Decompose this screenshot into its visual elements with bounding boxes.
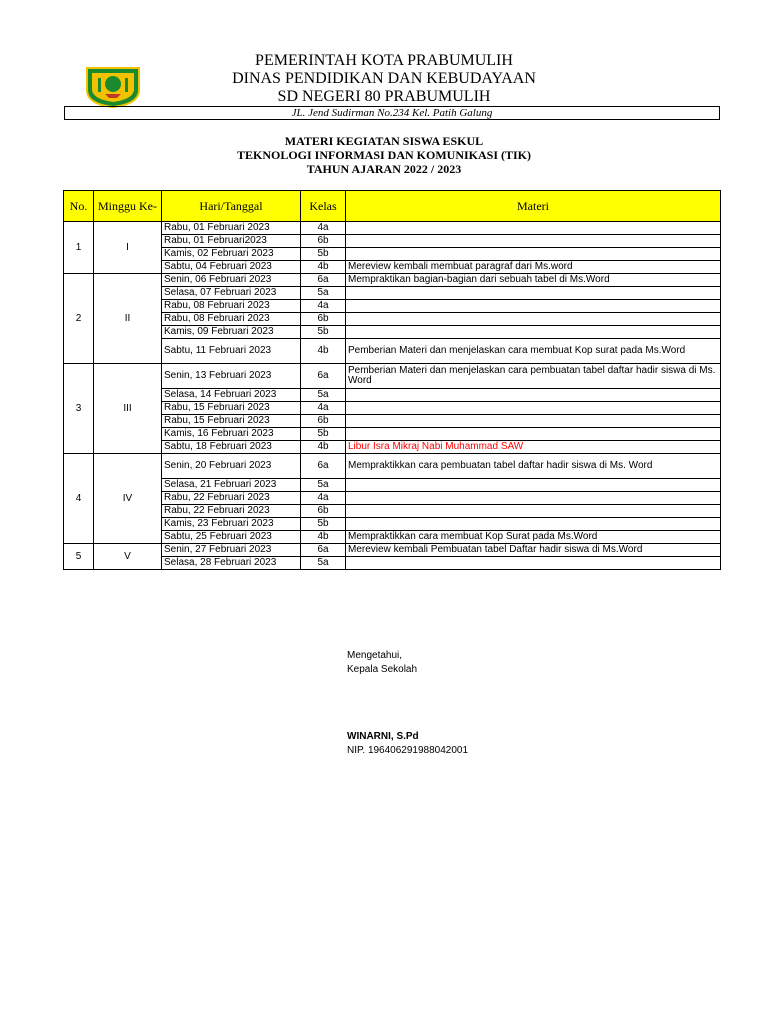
academic-year: TAHUN AJARAN 2022 / 2023 [306, 162, 462, 176]
class-cell: 4a [301, 222, 346, 235]
week-number: II [94, 274, 162, 364]
table-row [64, 326, 721, 339]
date-cell: Rabu, 15 Februari 2023 [162, 415, 301, 428]
header-week: Minggu Ke- [94, 191, 162, 222]
table-row [64, 313, 721, 326]
class-cell: 6b [301, 505, 346, 518]
date-cell: Kamis, 02 Februari 2023 [162, 248, 301, 261]
row-number: 1 [64, 222, 94, 274]
class-cell: 4a [301, 300, 346, 313]
principal-title: Kepala Sekolah [347, 664, 418, 675]
material-cell [346, 287, 721, 300]
material-cell: Mempraktikkan cara membuat Kop Surat pada Ms.Word [346, 531, 721, 544]
table-row [64, 389, 721, 402]
date-cell: Senin, 13 Februari 2023 [162, 364, 301, 389]
date-cell: Sabtu, 18 Februari 2023 [162, 441, 301, 454]
row-number: 3 [64, 364, 94, 454]
material-cell [346, 415, 721, 428]
row-number: 2 [64, 274, 94, 364]
table-row [64, 557, 721, 570]
class-cell: 6b [301, 235, 346, 248]
material-cell [346, 505, 721, 518]
date-cell: Kamis, 09 Februari 2023 [162, 326, 301, 339]
table-row [64, 300, 721, 313]
material-cell [346, 402, 721, 415]
class-cell: 5b [301, 428, 346, 441]
schedule-table [63, 190, 721, 570]
class-cell: 6a [301, 364, 346, 389]
table-row [64, 415, 721, 428]
class-cell: 4a [301, 402, 346, 415]
header-material: Materi [346, 191, 721, 222]
table-row [64, 428, 721, 441]
date-cell: Rabu, 22 Februari 2023 [162, 492, 301, 505]
material-cell [346, 389, 721, 402]
date-cell: Selasa, 21 Februari 2023 [162, 479, 301, 492]
class-cell: 5b [301, 326, 346, 339]
class-cell: 6b [301, 313, 346, 326]
table-row [64, 339, 721, 364]
material-cell: Mempraktikkan cara pembuatan tabel daftar hadir siswa di Ms. Word [346, 454, 721, 479]
class-cell: 5b [301, 248, 346, 261]
date-cell: Kamis, 16 Februari 2023 [162, 428, 301, 441]
table-row [64, 222, 721, 235]
row-number: 4 [64, 454, 94, 544]
date-cell: Selasa, 07 Februari 2023 [162, 287, 301, 300]
principal-nip: NIP. 196406291988042001 [347, 745, 469, 756]
class-cell: 5a [301, 557, 346, 570]
class-cell: 4b [301, 441, 346, 454]
table-row [64, 235, 721, 248]
date-cell: Sabtu, 04 Februari 2023 [162, 261, 301, 274]
date-cell: Rabu, 08 Februari 2023 [162, 300, 301, 313]
class-cell: 4b [301, 339, 346, 364]
date-cell: Rabu, 08 Februari 2023 [162, 313, 301, 326]
header-class: Kelas [301, 191, 346, 222]
material-cell [346, 248, 721, 261]
material-cell [346, 300, 721, 313]
date-cell: Selasa, 14 Februari 2023 [162, 389, 301, 402]
week-group [64, 364, 721, 454]
week-number: III [94, 364, 162, 454]
material-cell [346, 313, 721, 326]
table-row [64, 492, 721, 505]
week-group [64, 544, 721, 570]
class-cell: 5a [301, 389, 346, 402]
week-number: IV [94, 454, 162, 544]
class-cell: 4a [301, 492, 346, 505]
material-cell: Mereview kembali Pembuatan tabel Daftar hadir siswa di Ms.Word [346, 544, 721, 557]
table-row [64, 402, 721, 415]
date-cell: Rabu, 01 Februari2023 [162, 235, 301, 248]
material-cell: Mereview kembali membuat paragraf dari Ms.word [346, 261, 721, 274]
table-row [64, 505, 721, 518]
table-header-row [64, 191, 721, 222]
date-cell: Sabtu, 11 Februari 2023 [162, 339, 301, 364]
table-row [64, 479, 721, 492]
acknowledged-label: Mengetahui, [347, 650, 403, 661]
date-cell: Sabtu, 25 Februari 2023 [162, 531, 301, 544]
row-number: 5 [64, 544, 94, 570]
week-group [64, 454, 721, 544]
class-cell: 4b [301, 261, 346, 274]
government-name: PEMERINTAH KOTA PRABUMULIH [255, 52, 513, 69]
table-row [64, 441, 721, 454]
date-cell: Rabu, 01 Februari 2023 [162, 222, 301, 235]
material-cell [346, 428, 721, 441]
material-cell [346, 492, 721, 505]
material-cell [346, 479, 721, 492]
class-cell: 5a [301, 287, 346, 300]
week-group [64, 222, 721, 274]
table-row [64, 364, 721, 389]
document-title: MATERI KEGIATAN SISWA ESKUL [284, 134, 484, 148]
table-row [64, 531, 721, 544]
document-subtitle: TEKNOLOGI INFORMASI DAN KOMUNIKASI (TIK) [236, 148, 532, 162]
material-cell: Pemberian Materi dan menjelaskan cara pembuatan tabel daftar hadir siswa di Ms. Word [346, 364, 721, 389]
date-cell: Senin, 06 Februari 2023 [162, 274, 301, 287]
material-cell [346, 222, 721, 235]
material-cell [346, 235, 721, 248]
class-cell: 6a [301, 544, 346, 557]
week-number: V [94, 544, 162, 570]
material-cell: Pemberian Materi dan menjelaskan cara membuat Kop surat pada Ms.Word [346, 339, 721, 364]
class-cell: 5b [301, 518, 346, 531]
table-row [64, 274, 721, 287]
class-cell: 5a [301, 479, 346, 492]
table-row [64, 287, 721, 300]
school-address: JL. Jend Sudirman No.234 Kel. Patih Galung [64, 106, 720, 120]
date-cell: Rabu, 22 Februari 2023 [162, 505, 301, 518]
header-date: Hari/Tanggal [162, 191, 301, 222]
header-no: No. [64, 191, 94, 222]
material-cell: Libur Isra Mikraj Nabi Muhammad SAW [346, 441, 721, 454]
class-cell: 4b [301, 531, 346, 544]
class-cell: 6a [301, 274, 346, 287]
date-cell: Senin, 27 Februari 2023 [162, 544, 301, 557]
table-row [64, 544, 721, 557]
table-row [64, 518, 721, 531]
school-name: SD NEGERI 80 PRABUMULIH [277, 88, 491, 105]
class-cell: 6a [301, 454, 346, 479]
date-cell: Selasa, 28 Februari 2023 [162, 557, 301, 570]
table-row [64, 261, 721, 274]
material-cell [346, 326, 721, 339]
date-cell: Kamis, 23 Februari 2023 [162, 518, 301, 531]
material-cell [346, 518, 721, 531]
class-cell: 6b [301, 415, 346, 428]
department-name: DINAS PENDIDIKAN DAN KEBUDAYAAN [232, 70, 536, 87]
week-group [64, 274, 721, 364]
date-cell: Senin, 20 Februari 2023 [162, 454, 301, 479]
week-number: I [94, 222, 162, 274]
material-cell [346, 557, 721, 570]
material-cell: Mempraktikan bagian-bagian dari sebuah tabel di Ms.Word [346, 274, 721, 287]
table-row [64, 248, 721, 261]
date-cell: Rabu, 15 Februari 2023 [162, 402, 301, 415]
principal-name: WINARNI, S.Pd [347, 731, 419, 742]
table-row [64, 454, 721, 479]
